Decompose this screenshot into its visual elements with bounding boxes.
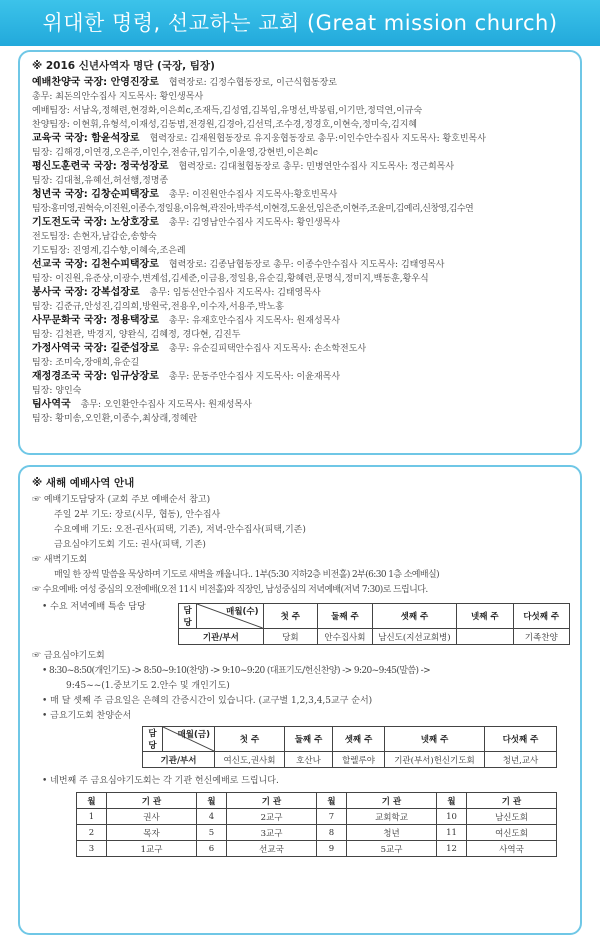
organization-cell: 선교국 <box>227 841 317 857</box>
roster-list <box>32 76 570 426</box>
department-head: 팀사역국 <box>32 399 71 410</box>
month-cell: 1 <box>77 809 107 825</box>
roster-line <box>32 342 570 356</box>
organization-cell: 2교구 <box>227 809 317 825</box>
month-cell: 6 <box>197 841 227 857</box>
wed-row-label: 기관/부서 <box>179 629 263 645</box>
department-head: 교육국 국장: 함윤석장로 <box>32 133 140 144</box>
fri-cell: 여신도,권사회 <box>215 752 285 768</box>
roster-line <box>32 258 570 272</box>
roster-line <box>32 160 570 174</box>
roster-line <box>32 174 570 188</box>
wed-cell: 당회 <box>263 629 318 645</box>
worship-title: ※ 새해 예배사역 안내 <box>32 477 135 489</box>
fri-side-label: 담당 <box>143 727 163 752</box>
friday-schedule-text: • 8:30~8:50(개인기도) -> 8:50~9:10(찬양) -> 9:10~9:20 (대표기도/헌신찬양) -> 9:20~9:45(말씀) -> <box>42 666 431 676</box>
wed-cell: 남신도(지선교회병) <box>372 629 456 645</box>
month-table-header: 기 관 <box>467 793 557 809</box>
month-cell: 11 <box>437 825 467 841</box>
roster-detail: 총무: 유순길피택안수집사 지도목사: 손소학전도사 <box>168 344 367 354</box>
wednesday-special-song-label: • 수요 저녁예배 특송 담당 <box>42 602 146 612</box>
month-table-header: 월 <box>317 793 347 809</box>
month-cell: 2 <box>77 825 107 841</box>
roster-line <box>32 314 570 328</box>
fri-cell: 호산나 <box>285 752 333 768</box>
roster-detail: 총무: 문동주안수집사 지도목사: 이윤재목사 <box>168 372 341 382</box>
table-row <box>77 841 557 857</box>
wednesday-song-table <box>178 603 570 645</box>
organization-cell: 권사 <box>107 809 197 825</box>
month-table-header: 월 <box>77 793 107 809</box>
roster-line <box>32 370 570 384</box>
wednesday-worship-text: ☞ 수요예배: 여성 중심의 오전예배(오전 11시 비전홀)와 직장인, 남성중심의 저녁예배(저녁 7:30)로 드립니다. <box>32 585 428 595</box>
roster-line <box>32 230 570 244</box>
roster-line <box>32 300 570 314</box>
organization-cell: 5교구 <box>347 841 437 857</box>
wednesday-prayer-text: 수요예배 기도: 오전-권사(피택, 기존), 저녁-안수집사(피택,기존) <box>54 525 306 535</box>
worship-box <box>18 465 582 935</box>
dawn-prayer-text: 매일 한 장씩 말씀을 묵상하며 기도로 새벽을 깨웁니다.. 1부(5:30 지하2층 비전홀) 2부(6:30 1층 소예배실) <box>54 570 439 580</box>
department-head: 사무문화국 국장: 정용택장로 <box>32 315 159 326</box>
month-cell: 8 <box>317 825 347 841</box>
roster-detail: 협력장로: 김대철협동장로 총무: 민병연안수집사 지도목사: 정근희목사 <box>178 162 455 172</box>
month-cell: 7 <box>317 809 347 825</box>
organization-cell: 3교구 <box>227 825 317 841</box>
friday-prayer-heading: ☞ 금요심야기도회 <box>32 651 105 661</box>
fri-cell: 기관(부서)헌신기도회 <box>385 752 485 768</box>
month-cell: 10 <box>437 809 467 825</box>
roster-detail: 팀장: 김천관, 박경지, 양완식, 김혜정, 경다현, 김진두 <box>32 330 241 340</box>
roster-line <box>32 132 570 146</box>
roster-detail: 총무: 김영남안수집사 지도목사: 황인생목사 <box>168 218 341 228</box>
page-banner: 위대한 명령, 선교하는 교회 (Great mission church) <box>0 0 600 46</box>
roster-detail: 팀장: 조미숙,장애희,유순길 <box>32 358 140 368</box>
wed-side-label: 담당 <box>179 604 197 629</box>
roster-detail: 총무: 이진원안수집사 지도목사:황호빈목사 <box>168 190 338 200</box>
roster-line <box>32 286 570 300</box>
fri-header: 다섯째 주 <box>485 727 557 752</box>
roster-line <box>32 188 570 202</box>
month-cell: 4 <box>197 809 227 825</box>
month-table-header: 기 관 <box>107 793 197 809</box>
wed-corner-top: 매월(수) <box>226 607 259 617</box>
wed-header: 넷째 주 <box>457 604 513 629</box>
roster-line <box>32 398 570 412</box>
department-head: 예배찬양국 국장: 안영진장로 <box>32 77 159 88</box>
roster-line <box>32 104 570 118</box>
roster-detail: 기도팀장: 진영계,김수향,이혜숙,조은례 <box>32 246 186 256</box>
testimony-note: • 매 달 셋째 주 금요일은 은혜의 간증시간이 있습니다. (교구별 1,2,3,4,5교구 순서) <box>42 696 373 706</box>
roster-detail: 전도팀장: 손현자,남갑순,송향숙 <box>32 232 157 242</box>
roster-box <box>18 50 582 455</box>
roster-detail: 총무: 유재호안수집사 지도목사: 원재성목사 <box>168 316 341 326</box>
roster-detail: 총무: 임동선안수집사 지도목사: 김태영목사 <box>149 288 321 298</box>
roster-detail: 총무: 최돈의안수집사 지도목사: 황인생목사 <box>32 92 204 102</box>
prayer-leaders-heading: ☞ 예배기도담당자 (교회 주보 예배순서 참고) <box>32 495 211 505</box>
roster-line <box>32 90 570 104</box>
roster-detail: 팀장: 김해경,이연경,오은주,이인수,전송규,임기수,이윤영,강현빈,이은희c <box>32 148 318 158</box>
wed-cell: 안수집사회 <box>318 629 373 645</box>
department-head: 기도전도국 국장: 노상호장로 <box>32 217 159 228</box>
department-head: 봉사국 국장: 강복섭장로 <box>32 287 140 298</box>
wed-corner <box>197 604 264 629</box>
fri-header: 둘째 주 <box>285 727 333 752</box>
organization-cell: 목자 <box>107 825 197 841</box>
wed-cell: 기족찬양 <box>513 629 569 645</box>
roster-line <box>32 328 570 342</box>
roster-line <box>32 272 570 286</box>
roster-line <box>32 356 570 370</box>
roster-line <box>32 118 570 132</box>
friday-schedule-cont: 9:45~~(1.중보기도 2.안수 및 개인기도) <box>66 681 230 691</box>
wed-header: 둘째 주 <box>318 604 373 629</box>
dedication-note: • 네번째 주 금요심야기도회는 각 기관 헌신예배로 드립니다. <box>42 776 279 786</box>
month-cell: 3 <box>77 841 107 857</box>
wed-header: 첫 주 <box>263 604 318 629</box>
organization-cell: 남신도회 <box>467 809 557 825</box>
table-row <box>77 825 557 841</box>
roster-line <box>32 76 570 90</box>
roster-detail: 팀장: 김대철,유혜선,허선행,정명종 <box>32 176 169 186</box>
month-table-header: 기 관 <box>227 793 317 809</box>
roster-detail: 협력장로: 김종남협동장로 총무: 이종수안수집사 지도목사: 김태영목사 <box>168 260 445 270</box>
fri-cell: 할렐루야 <box>333 752 385 768</box>
roster-detail: 협력장로: 김정수협동장로, 이근식협동장로 <box>168 78 337 88</box>
roster-line <box>32 412 570 426</box>
roster-detail: 팀장: 황미송,오인환,이종수,최상래,정혜란 <box>32 414 198 424</box>
department-head: 청년국 국장: 김창순피택장로 <box>32 189 159 200</box>
wed-header: 다섯째 주 <box>513 604 569 629</box>
sunday-prayer-text: 주일 2부 기도: 장로(시무, 협동), 안수집사 <box>54 510 221 520</box>
organization-cell: 여신도회 <box>467 825 557 841</box>
organization-cell: 1교구 <box>107 841 197 857</box>
roster-line <box>32 146 570 160</box>
dawn-prayer-heading: ☞ 새벽기도회 <box>32 555 88 565</box>
fri-corner-top: 매월(금) <box>177 730 210 740</box>
fri-header: 셋째 주 <box>333 727 385 752</box>
department-head: 재정경조국 국장: 임규상장로 <box>32 371 159 382</box>
roster-detail: 팀장: 김준규,안성진,김의희,방원국,전용우,이수자,서용주,박노홍 <box>32 302 284 312</box>
roster-detail: 팀장:홍미영,권혁숙,이진원,이종수,정일용,이유혁,곽진아,박주석,이현경,도윤선,임은준,이현주,조윤미,김예리,신창영,김수연 <box>32 204 474 214</box>
fri-header: 넷째 주 <box>385 727 485 752</box>
department-head: 선교국 국장: 김천수피택장로 <box>32 259 159 270</box>
table-row <box>77 809 557 825</box>
roster-detail: 찬양팀장: 이현휘,유형석,이재성,김동범,전경원,김경아,김선덕,조수경,정경호,이현숙,정미숙,김지혜 <box>32 120 418 130</box>
friday-praise-table <box>142 726 557 768</box>
fri-header: 첫 주 <box>215 727 285 752</box>
roster-detail: 팀장: 이진원,유준상,이광수,변계섭,김세준,이금용,정일용,유순길,황혜련,문명식,정미지,백동훈,황우식 <box>32 274 429 284</box>
fri-row-label: 기관/부서 <box>143 752 215 768</box>
organization-cell: 사역국 <box>467 841 557 857</box>
wed-header: 셋째 주 <box>372 604 456 629</box>
month-table-header: 기 관 <box>347 793 437 809</box>
roster-title: ※ 2016 신년사역자 명단 (국장, 팀장) <box>32 60 215 72</box>
fri-corner <box>163 727 215 752</box>
roster-line <box>32 244 570 258</box>
roster-detail: 팀장: 양인숙 <box>32 386 82 396</box>
roster-detail: 협력장로: 김재원협동장로 유지웅협동장로 총무:이인수안수집사 지도목사: 황호빈목사 <box>149 134 486 144</box>
roster-detail: 예배팀장: 서남옥,정해련,현경화,이은희c,조재득,김성엽,김복임,유명선,박봉림,이기만,정덕연,이규숙 <box>32 106 423 116</box>
month-table-header: 월 <box>437 793 467 809</box>
month-cell: 12 <box>437 841 467 857</box>
department-head: 평신도훈련국 국장: 정국성장로 <box>32 161 169 172</box>
organization-cell: 교회학교 <box>347 809 437 825</box>
department-head: 가정사역국 국장: 길준섭장로 <box>32 343 159 354</box>
friday-praise-order-label: • 금요기도회 찬양순서 <box>42 711 132 721</box>
friday-prayer-text: 금요심야기도회 기도: 권사(피택, 기존) <box>54 540 206 550</box>
month-cell: 5 <box>197 825 227 841</box>
fri-cell: 청년,교사 <box>485 752 557 768</box>
monthly-dedication-table <box>76 792 557 857</box>
roster-line <box>32 384 570 398</box>
roster-detail: 총무: 오인환안수집사 지도목사: 원재성목사 <box>80 400 252 410</box>
organization-cell: 청년 <box>347 825 437 841</box>
month-cell: 9 <box>317 841 347 857</box>
wed-cell <box>457 629 513 645</box>
roster-line <box>32 216 570 230</box>
month-table-header: 월 <box>197 793 227 809</box>
roster-line <box>32 202 570 216</box>
